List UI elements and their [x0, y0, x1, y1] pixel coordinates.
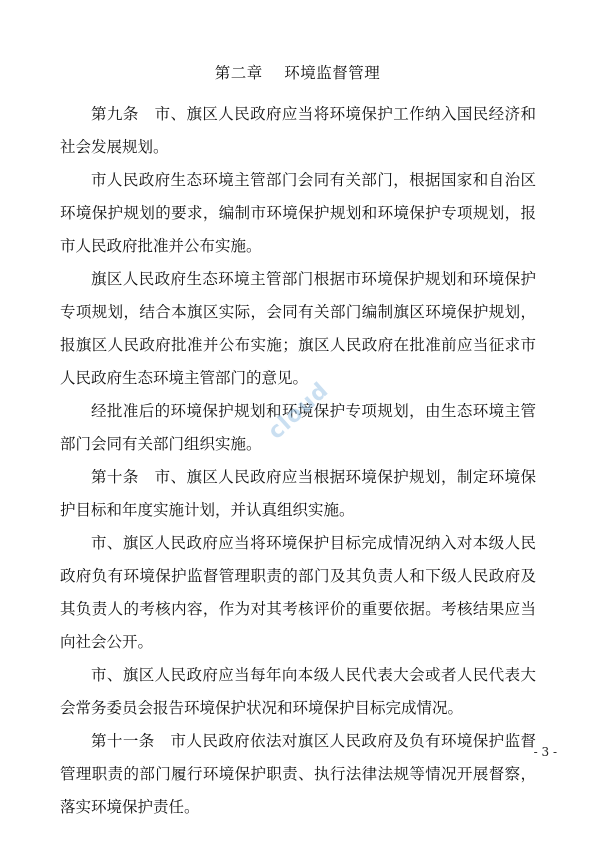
chapter-title: 第二章 环境监督管理 [214, 64, 381, 82]
paragraph-district-planning: 旗区人民政府生态环境主管部门根据市环境保护规划和环境保护专项规划，结合本旗区实际，会同有关部门编制旗区环境保护规划，报旗区人民政府批准并公布实施；旗区人民政府在批准前应当征求市人民政府生态环境主管部门的意见。 [60, 270, 536, 387]
article-10-paragraph: 第十条 市、旗区人民政府应当根据环境保护规划，制定环境保护目标和年度实施计划，并认真组织实施。 [60, 468, 536, 519]
paragraph-assessment: 市、旗区人民政府应当将环境保护目标完成情况纳入对本级人民政府负有环境保护监督管理职责的部门及其负责人和下级人民政府及其负责人的考核内容，作为对其考核评价的重要依据。考核结果应当向社会公开。 [60, 534, 536, 651]
article-11-paragraph: 第十一条 市人民政府依法对旗区人民政府及负有环境保护监督管理职责的部门履行环境保护职责、执行法律法规等情况开展督察，落实环境保护责任。 [60, 732, 536, 816]
page-number: - 3 - [533, 745, 557, 759]
paragraph-city-planning: 市人民政府生态环境主管部门会同有关部门，根据国家和自治区环境保护规划的要求，编制市环境保护规划和环境保护专项规划，报市人民政府批准并公布实施。 [60, 171, 536, 255]
paragraph-plan-implementation: 经批准后的环境保护规划和环境保护专项规划，由生态环境主管部门会同有关部门组织实施。 [60, 402, 536, 453]
watermark: cloud [263, 377, 334, 445]
article-9-paragraph: 第九条 市、旗区人民政府应当将环境保护工作纳入国民经济和社会发展规划。 [60, 105, 536, 156]
document-body [60, 98, 536, 824]
paragraph-annual-report: 市、旗区人民政府应当每年向本级人民代表大会或者人民代表大会常务委员会报告环境保护状况和环境保护目标完成情况。 [60, 666, 536, 717]
